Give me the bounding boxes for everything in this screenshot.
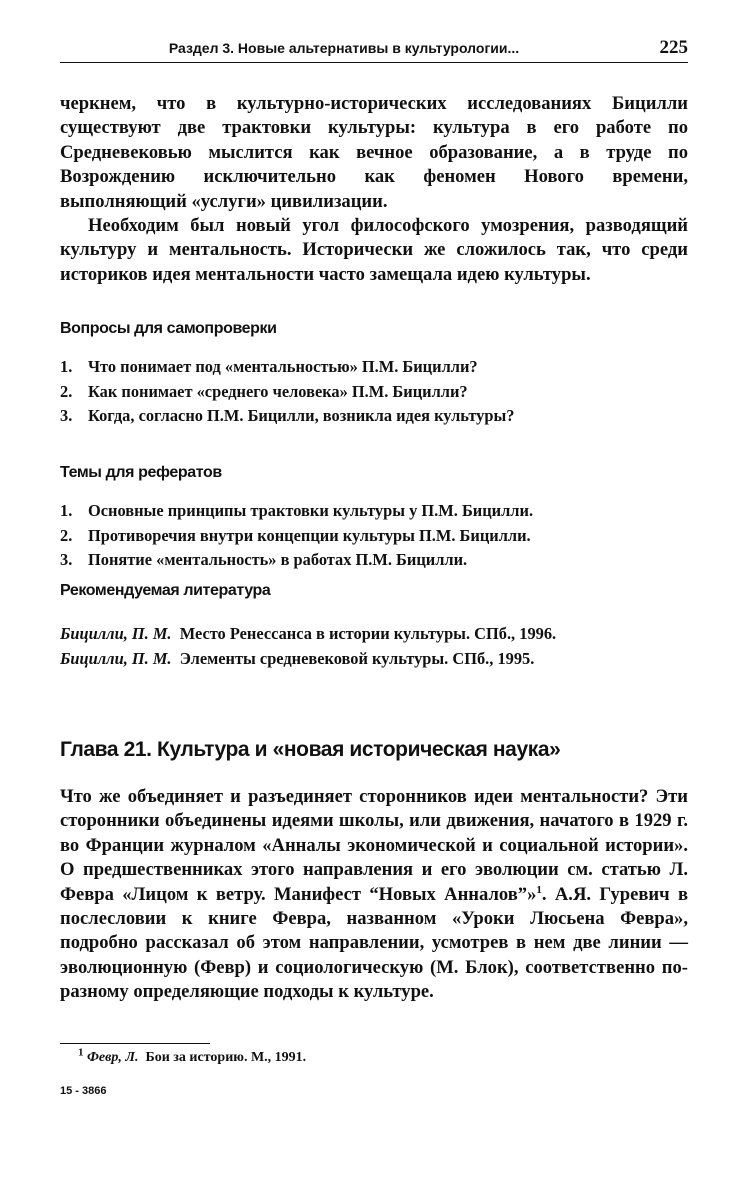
page-number: 225 [659, 37, 688, 58]
topics-list [60, 499, 688, 573]
list-item: 3. Понятие «ментальность» в работах П.М. Бицилли. [60, 550, 468, 569]
intro-paragraph-2: Необходим был новый угол философского умозрения, разводящий культуру и ментальность. Исторически же сложилось так, что среди историков идея ментальности часто замещала идею культуры. [60, 215, 688, 285]
list-item: 2. Противоречия внутри концепции культуры П.М. Бицилли. [60, 525, 531, 545]
literature-list [60, 621, 688, 671]
running-title: Раздел 3. Новые альтернативы в культурологии... [168, 40, 520, 56]
questions-list [60, 355, 688, 429]
list-item: 2. Как понимает «среднего человека» П.М. Бицилли? [60, 381, 468, 401]
running-head [60, 34, 688, 63]
list-item: 3. Когда, согласно П.М. Бицилли, возникла идея культуры? [60, 406, 515, 425]
chapter-body [60, 785, 688, 1005]
literature-heading: Рекомендуемая литература [60, 582, 271, 599]
footnote: $^1$ Февр, Л. Бои за историю. М., 1991. [78, 1046, 307, 1065]
questions-heading: Вопросы для самопроверки [60, 320, 277, 337]
intro-text [60, 92, 688, 287]
chapter-title: Глава 21. Культура и «новая историческая наука» [60, 738, 561, 761]
list-item: 1. Основные принципы трактовки культуры у П.М. Бицилли. [60, 501, 534, 520]
topics-heading: Темы для рефератов [60, 464, 222, 481]
list-item: Бицилли, П. М. Место Ренессанса в истории культуры. СПб., 1996. [60, 624, 557, 643]
chapter-paragraph: Что же объединяет и разъединяет сторонников идеи ментальности? Эти сторонники объединены идеями школы, или движения, начатого в 1929 г. во Франции журналом «Анналы экономической и социальной истории». О предшественниках этого направления и его эволюции см. статью Л. Февра «Лицом к ветру. Манифест “Новых Анналов”»$^1$. А.Я. Гуревич в послесловии к книге Февра, названном «Уроки Люсьена Февра», подробно рассказал об этом направлении, усмотрев в нем две линии — эволюционную (Февр) и социологическую (М. Блок), соответственно по-разному определяющие подходы к культуре. [60, 786, 688, 1003]
footnote-rule [60, 1043, 210, 1044]
intro-paragraph-1: черкнем, что в культурно-исторических исследованиях Бицилли существуют две трактовки культуры: культура в его работе по Средневековью мыслится как вечное образование, а в труде по Возрождению исключительно как феномен Нового времени, выполняющий «услуги» цивилизации. [60, 93, 688, 212]
list-item: 1. Что понимает под «ментальностью» П.М. Бицилли? [60, 357, 478, 376]
printer-signature: 15 - 3866 [60, 1085, 107, 1097]
footnote-ref: 1 [536, 883, 542, 896]
list-item: Бицилли, П. М. Элементы средневековой культуры. СПб., 1995. [60, 649, 535, 668]
